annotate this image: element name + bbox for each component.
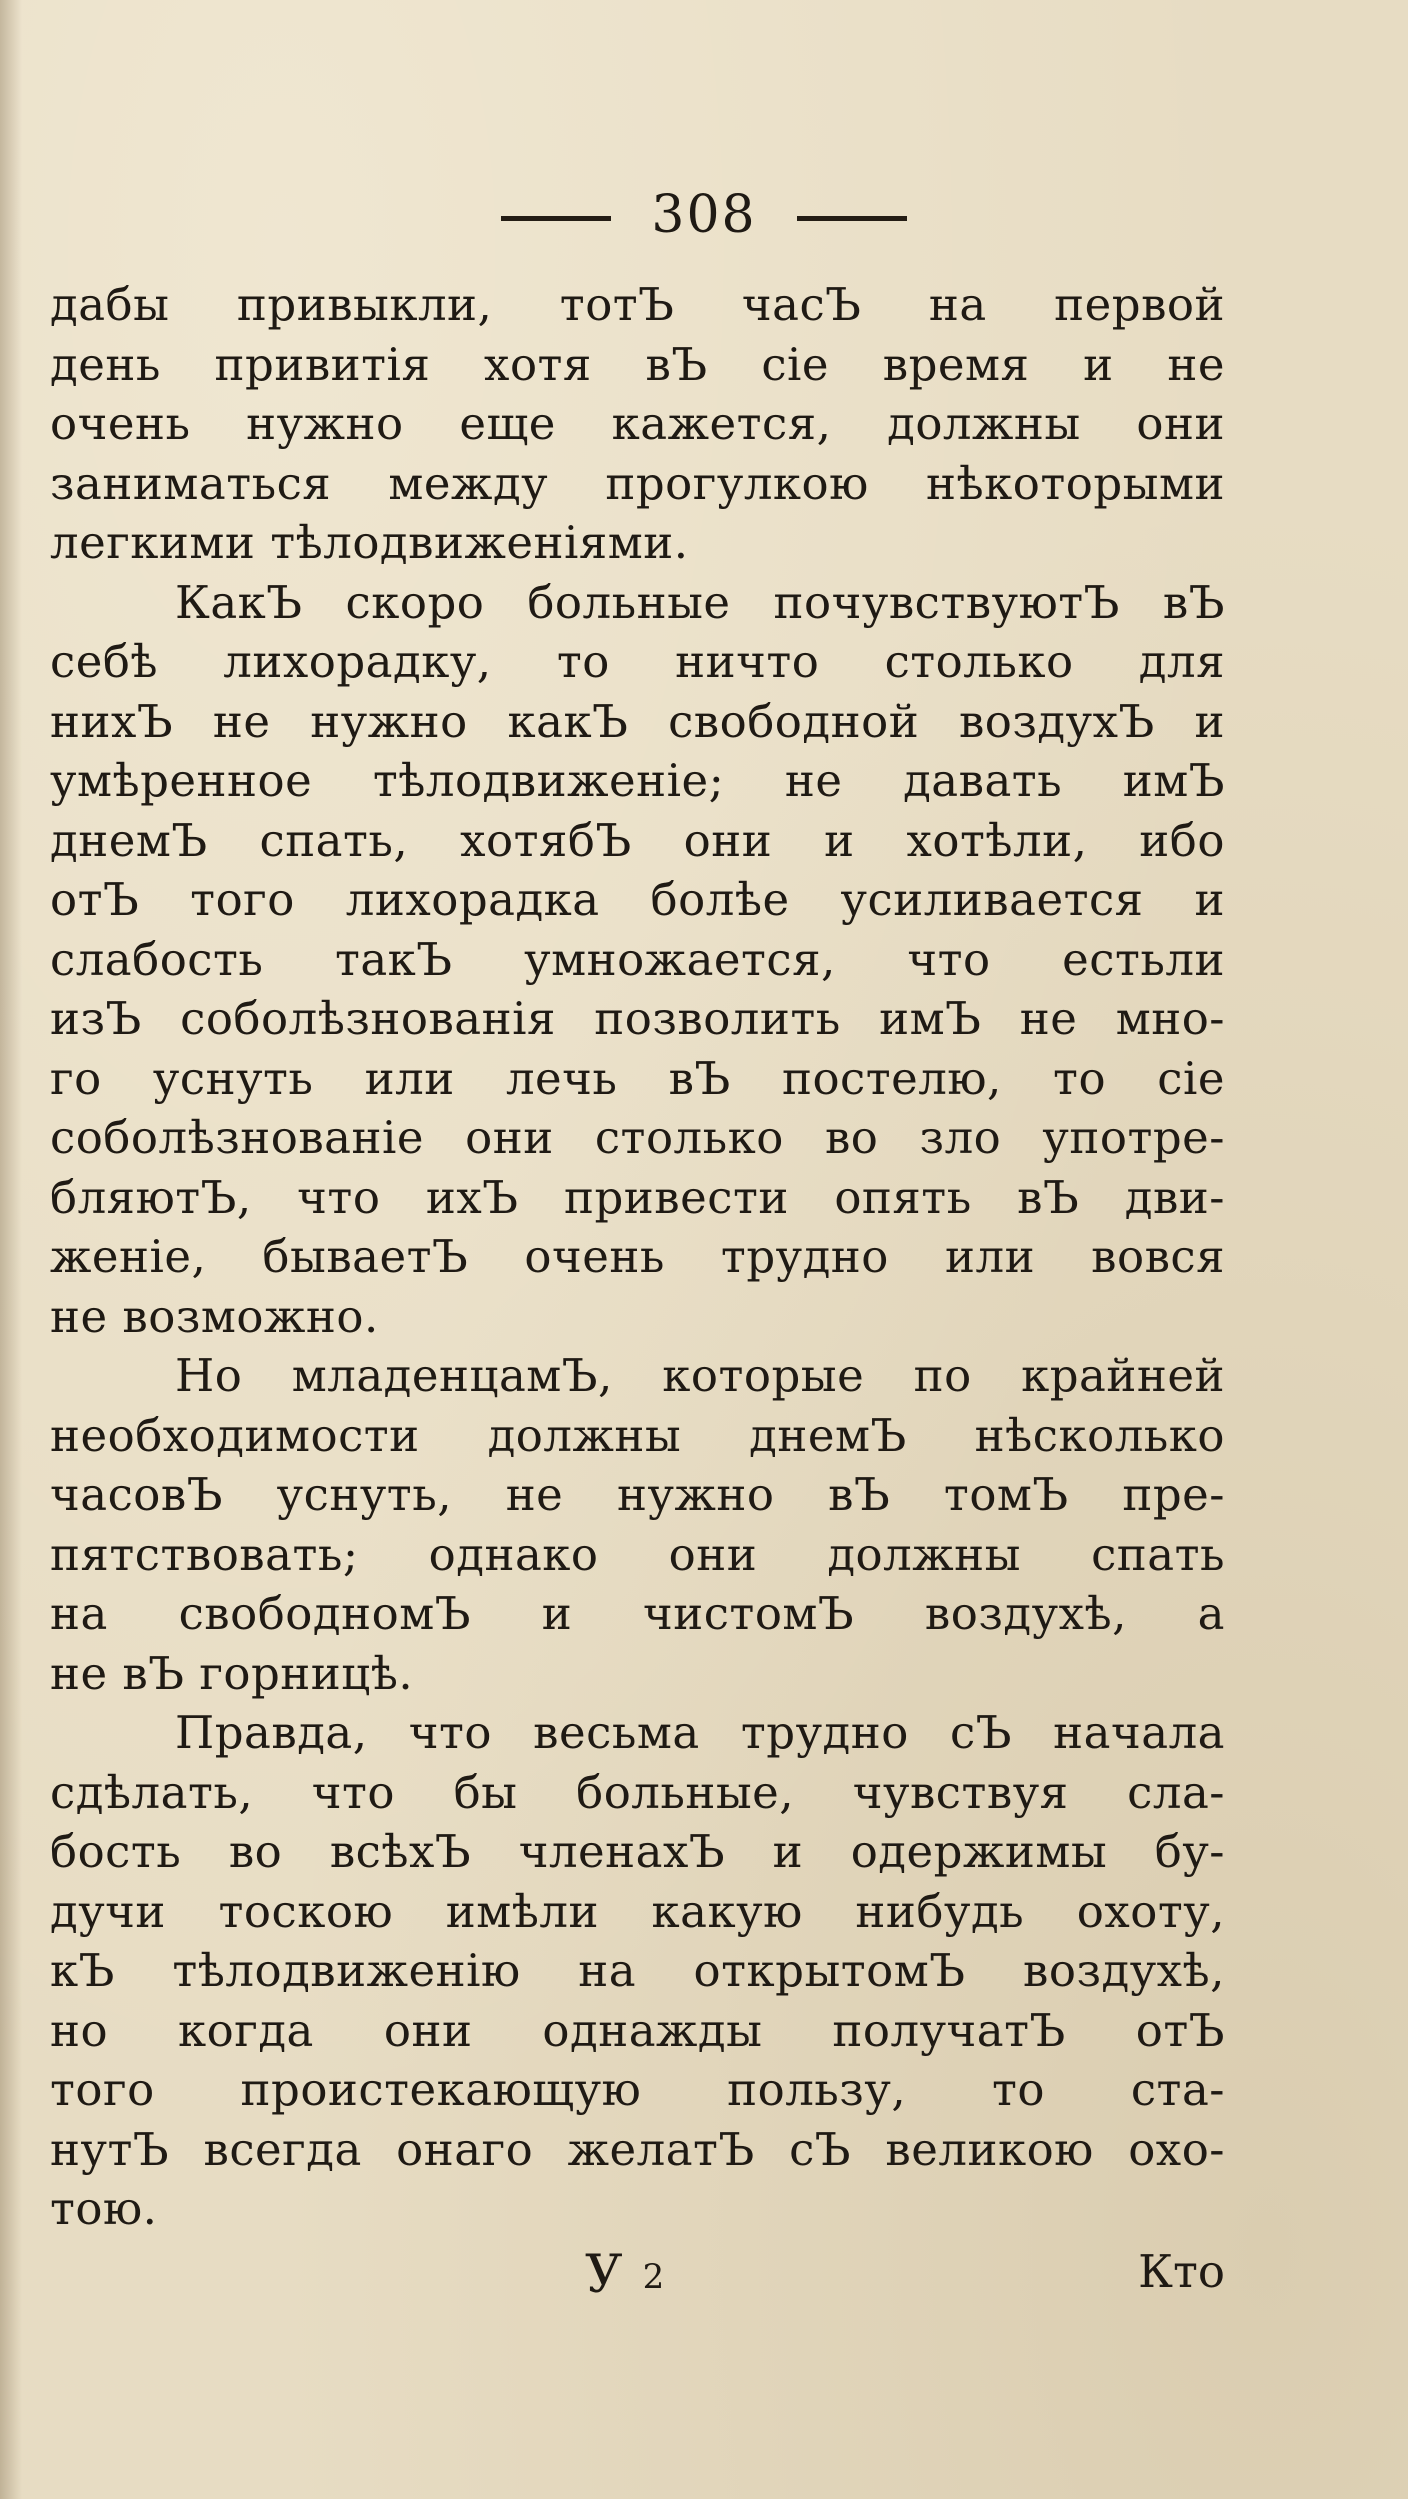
- body-text: [50, 275, 1225, 2239]
- text-line: го уснуть или лечь вЪ постелю, то сіе: [50, 1051, 1225, 1105]
- text-line: очень нужно еще кажется, должны они: [50, 397, 1225, 450]
- signature-mark: [585, 2245, 664, 2305]
- text-line: кЪ тѣлодвиженію на открытомЪ воздухѣ,: [50, 1944, 1225, 1997]
- text-line: легкими тѣлодвиженіями.: [50, 516, 689, 569]
- page-footer: [50, 2245, 1225, 2315]
- text-line: отЪ того лихорадка болѣе усиливается и: [50, 873, 1225, 926]
- text-line: дучи тоскою имѣли какую нибудь охоту,: [50, 1884, 1225, 1938]
- text-line: сдѣлать, что бы больные, чувствуя сла-: [50, 1765, 1225, 1819]
- text-line: женіе, бываетЪ очень трудно или вовся: [50, 1230, 1225, 1283]
- text-line: день привитія хотя вЪ сіе время и не: [50, 337, 1225, 391]
- catchword: Кто: [1138, 2245, 1225, 2298]
- text-line: не возможно.: [50, 1289, 379, 1343]
- header-dash-right: [797, 216, 907, 221]
- text-line: себѣ лихорадку, то ничто столько для: [50, 635, 1225, 688]
- text-line: но когда они однажды получатЪ отЪ: [50, 2003, 1225, 2057]
- text-line: необходимости должны днемЪ нѣсколько: [50, 1408, 1225, 1462]
- text-line: заниматься между прогулкою нѣкоторыми: [50, 456, 1225, 510]
- page-number: 308: [651, 185, 757, 245]
- text-line: часовЪ уснуть, не нужно вЪ томЪ пре-: [50, 1468, 1225, 1521]
- text-line: соболѣзнованіе они столько во зло употре-: [50, 1111, 1225, 1164]
- signature-number: 2: [642, 2257, 665, 2297]
- paragraph-start-line: Правда, что весьма трудно сЪ начала: [175, 1706, 1225, 1759]
- text-line: на свободномЪ и чистомЪ воздухѣ, а: [50, 1587, 1225, 1640]
- text-line: того проистекающую пользу, то ста-: [50, 2063, 1225, 2116]
- paragraph-start-line: КакЪ скоро больные почувствуютЪ вЪ: [175, 575, 1225, 629]
- text-line: умѣренное тѣлодвиженіе; не давать имЪ: [50, 754, 1225, 807]
- text-line: тою.: [50, 2182, 158, 2235]
- text-line: бляютЪ, что ихЪ привести опять вЪ дви-: [50, 1170, 1225, 1224]
- paragraph-start-line: Но младенцамЪ, которые по крайней: [175, 1349, 1225, 1402]
- page-header: [0, 185, 1408, 245]
- text-line: слабость такЪ умножается, что естьли: [50, 932, 1225, 986]
- text-line: бость во всѣхЪ членахЪ и одержимы бу-: [50, 1825, 1225, 1878]
- text-line: не вЪ горницѣ.: [50, 1646, 414, 1700]
- header-dash-left: [501, 216, 611, 221]
- text-line: дабы привыкли, тотЪ часЪ на первой: [50, 278, 1225, 331]
- text-line: нутЪ всегда онаго желатЪ сЪ великою охо-: [50, 2122, 1225, 2176]
- signature-letter: У: [585, 2245, 623, 2305]
- text-line: днемЪ спать, хотябЪ они и хотѣли, ибо: [50, 813, 1225, 867]
- text-line: пятствовать; однако они должны спать: [50, 1527, 1225, 1581]
- text-line: изЪ соболѣзнованія позволить имЪ не мно-: [50, 992, 1225, 1045]
- text-line: нихЪ не нужно какЪ свободной воздухЪ и: [50, 694, 1225, 748]
- page-edge-shadow: [0, 0, 22, 2499]
